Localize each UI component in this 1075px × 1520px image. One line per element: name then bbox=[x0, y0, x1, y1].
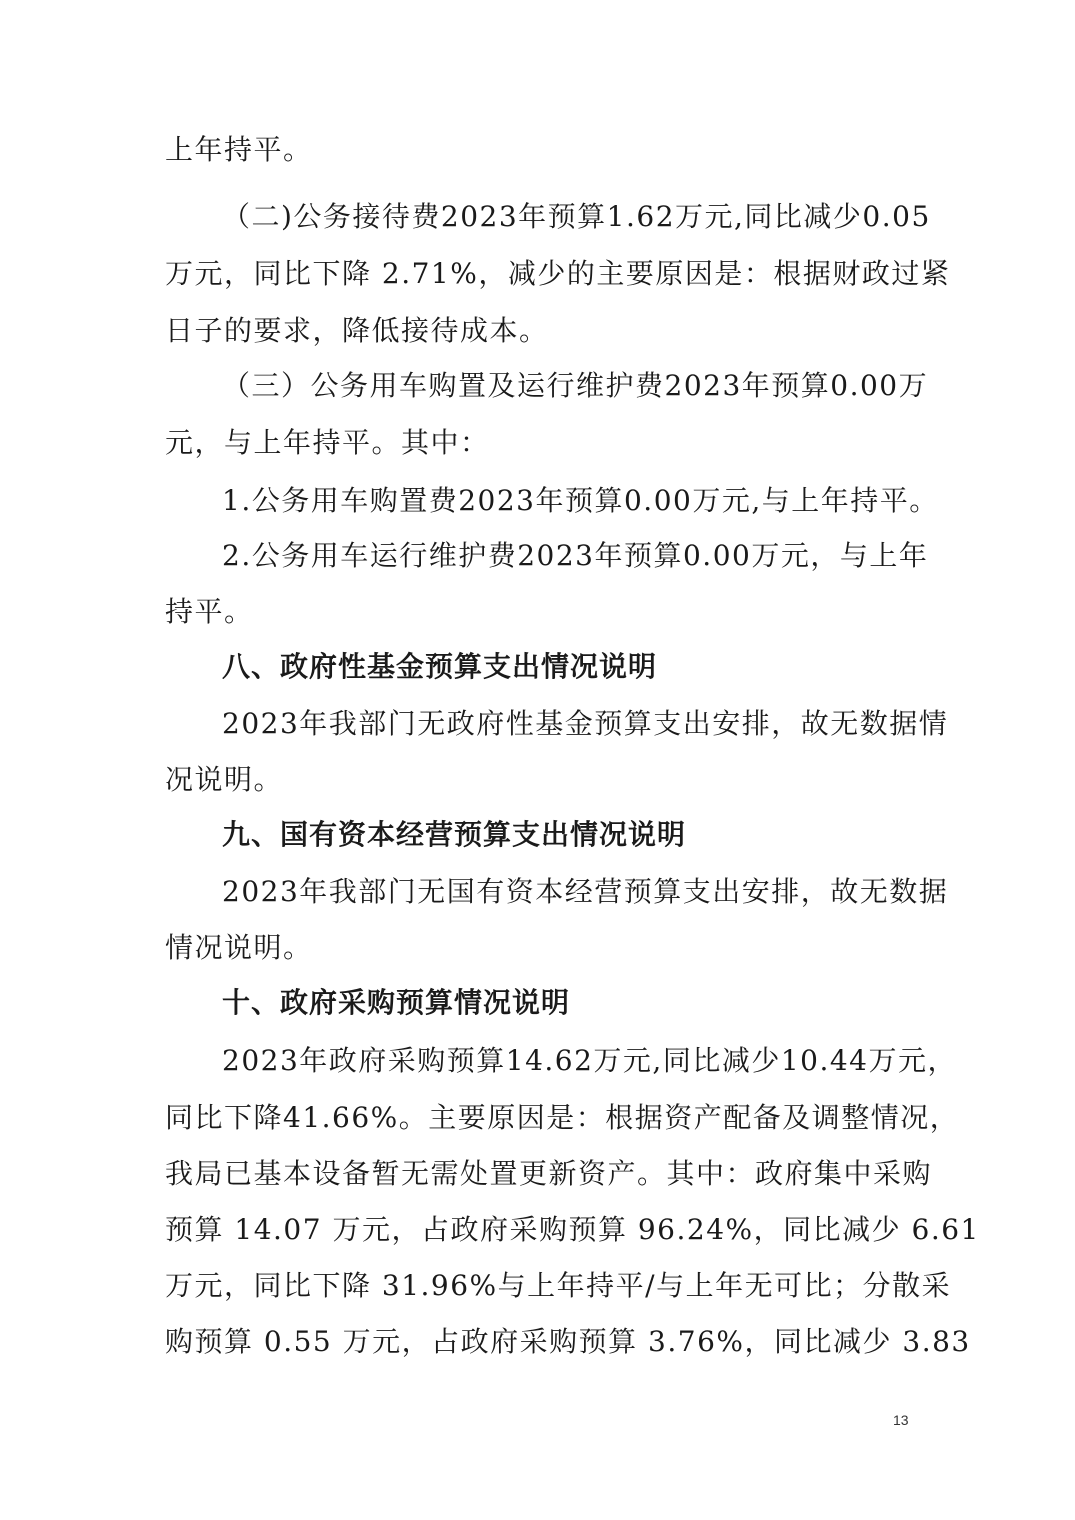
paragraph-line: 日子的要求，降低接待成本。 bbox=[165, 314, 549, 347]
paragraph-line: （二)公务接待费2023年预算1.62万元,同比减少0.05 bbox=[222, 200, 931, 233]
paragraph-line: 万元，同比下降 31.96%与上年持平/与上年无可比；分散采 bbox=[165, 1269, 952, 1302]
paragraph-line: 元，与上年持平。其中： bbox=[165, 426, 490, 459]
section-heading: 九、国有资本经营预算支出情况说明 bbox=[222, 818, 687, 851]
paragraph-line: 持平。 bbox=[165, 595, 254, 628]
section-heading: 八、政府性基金预算支出情况说明 bbox=[222, 650, 658, 683]
paragraph-line: 1.公务用车购置费2023年预算0.00万元,与上年持平。 bbox=[222, 484, 939, 517]
paragraph-line: 预算 14.07 万元，占政府采购预算 96.24%，同比减少 6.61 bbox=[165, 1213, 980, 1246]
paragraph-line: 2023年政府采购预算14.62万元,同比减少10.44万元， bbox=[222, 1044, 957, 1077]
paragraph-line: 万元，同比下降 2.71%，减少的主要原因是：根据财政过紧 bbox=[165, 257, 951, 290]
paragraph-line: 2023年我部门无政府性基金预算支出安排，故无数据情 bbox=[222, 707, 949, 740]
paragraph-line: （三）公务用车购置及运行维护费2023年预算0.00万 bbox=[222, 369, 929, 402]
paragraph-line: 情况说明。 bbox=[165, 931, 313, 964]
paragraph-line: 同比下降41.66%。主要原因是：根据资产配备及调整情况， bbox=[165, 1101, 960, 1134]
paragraph-line: 2023年我部门无国有资本经营预算支出安排，故无数据 bbox=[222, 875, 949, 908]
paragraph-line: 购预算 0.55 万元，占政府采购预算 3.76%，同比减少 3.83 bbox=[165, 1325, 971, 1358]
paragraph-line: 我局已基本设备暂无需处置更新资产。其中：政府集中采购 bbox=[165, 1157, 933, 1190]
section-heading: 十、政府采购预算情况说明 bbox=[222, 986, 571, 1019]
page-number: 13 bbox=[893, 1412, 909, 1428]
paragraph-line: 2.公务用车运行维护费2023年预算0.00万元，与上年 bbox=[222, 539, 929, 572]
paragraph-line: 上年持平。 bbox=[165, 133, 313, 166]
paragraph-line: 况说明。 bbox=[165, 763, 284, 796]
